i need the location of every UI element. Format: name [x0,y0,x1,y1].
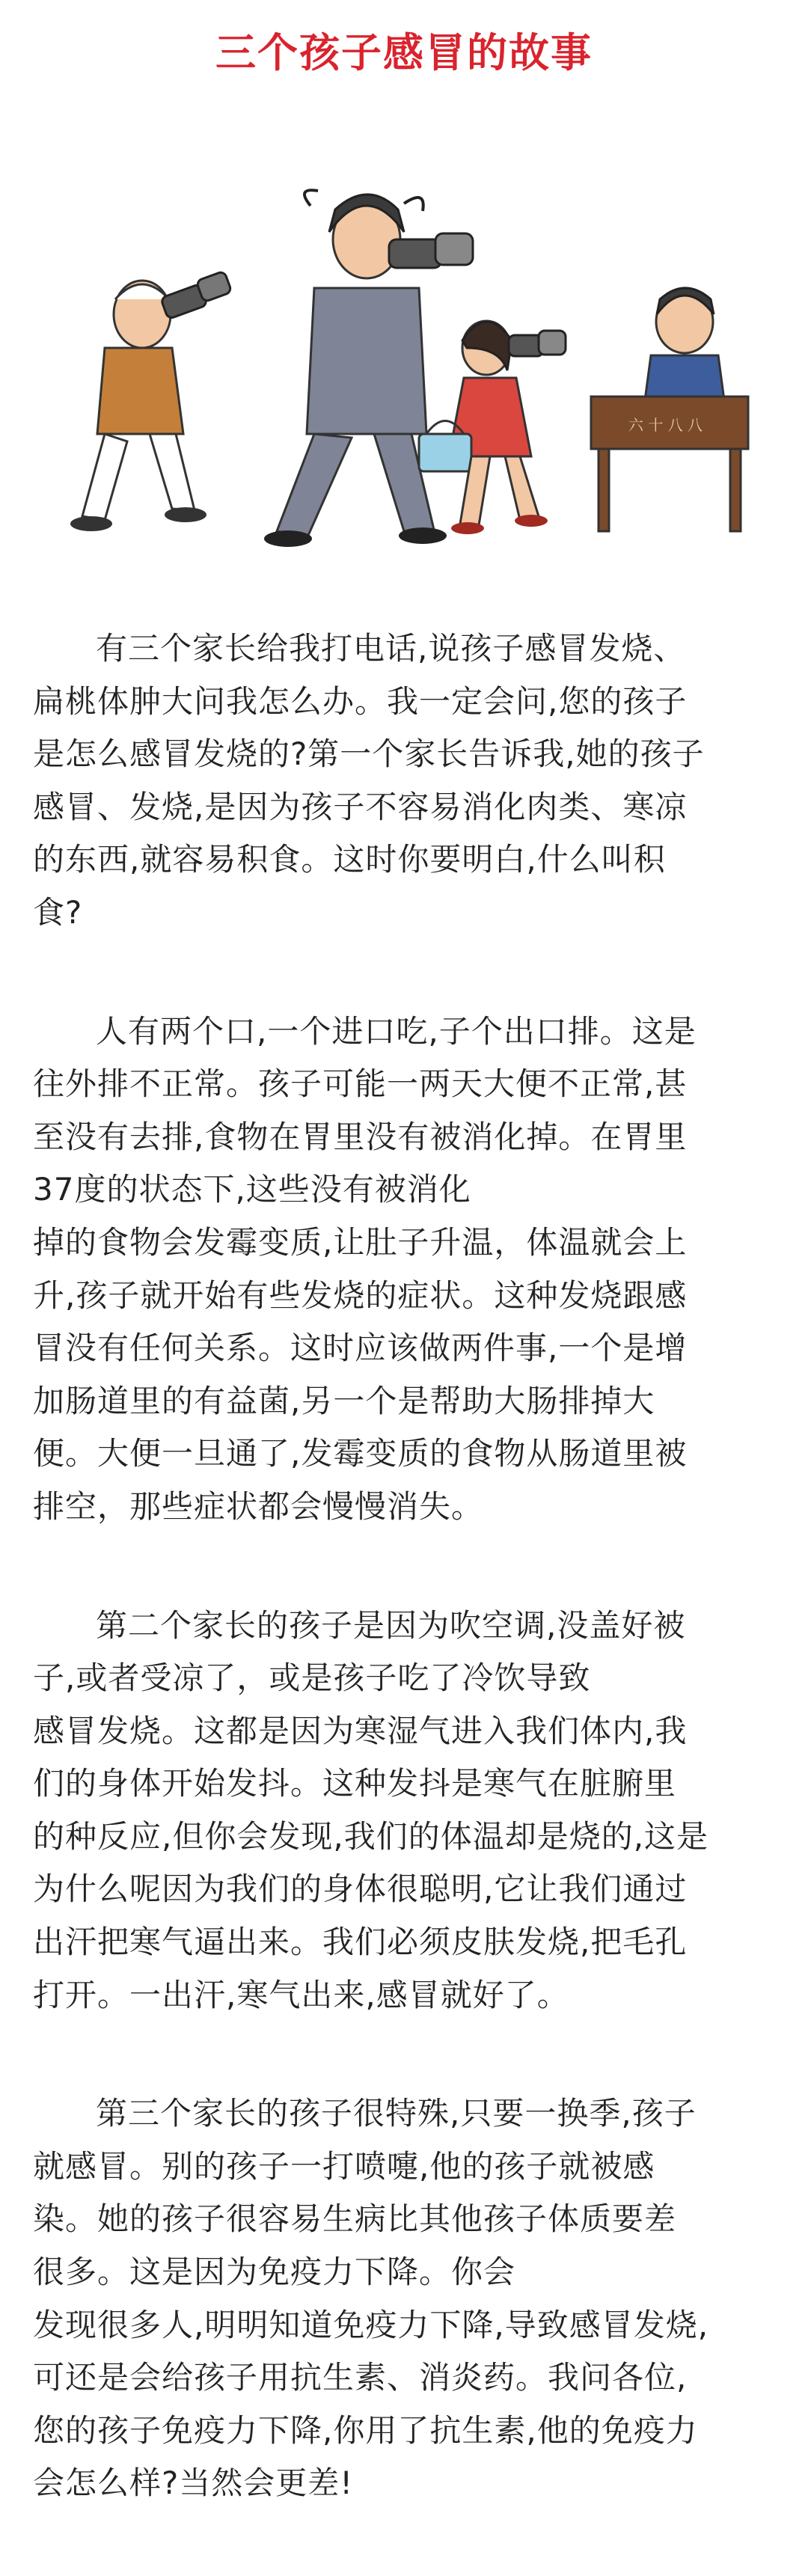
paragraph-line: 子,或者受凉了，或是孩子吃了冷饮导致 [33,1659,591,1697]
paragraph-line: 会怎么样?当然会更差! [33,2465,354,2502]
paragraph [33,1600,778,2022]
woman-figure [419,321,566,534]
paragraph-line: 掉的食物会发霉变质,让肚子升温，体温就会上 [33,1223,688,1261]
paragraph-line: 的东西,就容易积食。这时你要明白,什么叫积 [33,841,666,878]
paragraph-line: 排空，那些症状都会慢慢消失。 [33,1487,484,1525]
desk-text: 六 十 八 八 [628,416,703,434]
paragraph [33,1006,778,1534]
paragraph-line: 食? [33,893,83,931]
paragraph-line: 出汗把寒气逼出来。我们必须皮肤发烧,把毛孔 [33,1924,688,1961]
paragraph-line: 就感冒。别的孩子一打喷嚏,他的孩子就被感 [33,2147,655,2185]
paragraph-line: 往外排不正常。孩子可能一两天大便不正常,甚 [33,1065,688,1103]
old-man-figure [70,271,232,531]
paragraph-line: 第二个家长的孩子是因为吹空调,没盖好被 [96,1606,686,1644]
paragraph [33,2087,778,2510]
paragraph-line: 很多。这是因为免疫力下降。你会 [33,2254,516,2291]
paragraph-line: 们的身体开始发抖。这种发抖是寒气在脏腑里 [33,1765,677,1802]
paragraph-line: 加肠道里的有益菌,另一个是帮助大肠排掉大 [33,1382,655,1419]
paragraph-line: 可还是会给孩子用抗生素、消炎药。我问各位, [33,2359,688,2396]
paragraph-line: 为什么呢因为我们的身体很聪明,它让我们通过 [33,1870,688,1908]
boy-at-desk-figure [591,288,748,531]
paragraph-line: 有三个家长给我打电话,说孩子感冒发烧、 [96,630,686,667]
paragraph-line: 是怎么感冒发烧的?第一个家长告诉我,她的孩子 [33,735,705,773]
paragraph-line: 感冒、发烧,是因为孩子不容易消化肉类、寒凉 [33,788,688,825]
cartoon-illustration [52,187,756,561]
paragraph-line: 的种反应,但你会发现,我们的体温却是烧的,这是 [33,1817,709,1855]
paragraph [33,622,778,940]
paragraph-line: 至没有去排,食物在胃里没有被消化掉。在胃里 [33,1118,688,1155]
paragraph-line: 扁桃体肿大问我怎么办。我一定会问,您的孩子 [33,682,688,720]
article-body [33,622,778,2576]
paragraph-line: 打开。一出汗,寒气出来,感冒就好了。 [33,1976,569,2013]
paragraph-line: 冒没有任何关系。这时应该做两件事,一个是增 [33,1330,688,1367]
tall-man-figure [264,190,473,547]
paragraph-line: 感冒发烧。这都是因为寒湿气进入我们体内,我 [33,1712,688,1749]
paragraph-line: 便。大便一旦通了,发霉变质的食物从肠道里被 [33,1435,688,1472]
paragraph-line: 37度的状态下,这些没有被消化 [33,1171,471,1208]
paragraph-line: 您的孩子免疫力下降,你用了抗生素,他的免疫力 [33,2411,698,2449]
paragraph-line: 人有两个口,一个进口吃,子个出口排。这是 [96,1012,697,1050]
article-title: 三个孩子感冒的故事 [215,29,593,76]
paragraph-line: 发现很多人,明明知道免疫力下降,导致感冒发烧, [33,2306,709,2343]
paragraph-line: 第三个家长的孩子很特殊,只要一换季,孩子 [96,2095,697,2132]
paragraph-line: 升,孩子就开始有些发烧的症状。这种发烧跟感 [33,1276,688,1314]
paragraph-line: 染。她的孩子很容易生病比其他孩子体质要差 [33,2200,677,2238]
